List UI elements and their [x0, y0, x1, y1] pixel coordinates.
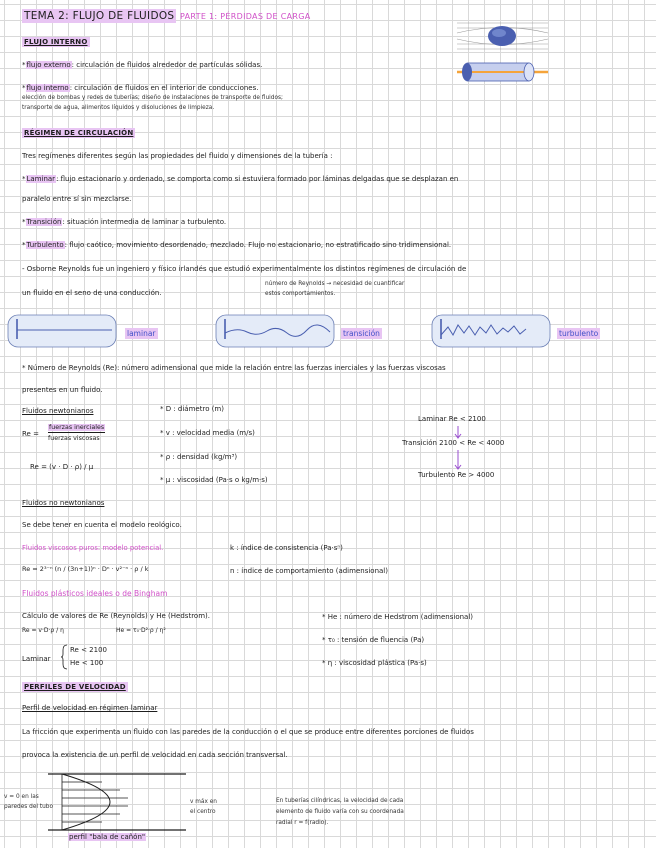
ejemplos-line1: elección de bombas y redes de tuberías; diseño de instalaciones de transporte de fluidos; — [22, 95, 283, 101]
reynolds-def-line2: presentes en un fluido. — [22, 386, 103, 394]
turbulento-line: *Turbulento: flujo caótico, movimiento desordenado, mezclado. Flujo no estacionario, no estratificado sino tridimensional. — [22, 241, 452, 249]
newtonianos-heading: Fluidos newtonianos — [22, 407, 94, 415]
fraction-denominator: fuerzas viscosas — [48, 435, 100, 442]
tube-transicion-drawing — [212, 313, 337, 353]
laminar-line2: paralelo entre sí sin mezclarse. — [22, 195, 132, 203]
perfiles-heading: PERFILES DE VELOCIDAD — [24, 683, 126, 691]
potencial-formula: Re = 2³⁻ⁿ (n / (3n+1))ⁿ · Dⁿ · v²⁻ⁿ · ρ / k — [22, 565, 149, 573]
bingham-re-formula: Re = v·D·ρ / η — [22, 627, 64, 634]
regimen-heading: RÉGIMEN DE CIRCULACIÓN — [24, 129, 134, 137]
left-note2: paredes del tubo — [4, 804, 54, 810]
ejemplos-line2: transporte de agua, alimentos líquidos y disoluciones de limpieza. — [22, 105, 215, 111]
tuberia-note3: radial r = f(radio). — [276, 820, 329, 826]
bingham-calc: Cálculo de valores de Re (Reynolds) y He (Hedstrom). — [22, 612, 210, 620]
bala-label: perfil "bala de cañón" — [69, 833, 146, 841]
pseudoplasticos-heading: Fluidos viscosos puros: modelo potencial. — [22, 544, 164, 552]
range-transicion: Transición 2100 < Re < 4000 — [402, 439, 505, 447]
tube-turbulento-drawing — [428, 313, 553, 353]
bingham-he-formula: He = τ₀·D²·ρ / η² — [116, 627, 166, 634]
transicion-line: *Transición: situación intermedia de laminar a turbulento. — [22, 218, 227, 226]
page-title — [22, 11, 311, 22]
velocity-profile-drawing — [48, 772, 188, 834]
range-turbulento: Turbulento Re > 4000 — [418, 471, 495, 479]
range-laminar: Laminar Re < 2100 — [418, 415, 486, 423]
reynolds-note2: estos comportamientos. — [265, 291, 336, 297]
bingham-re-cond: Re < 2100 — [70, 646, 107, 654]
reynolds-note1: número de Reynolds → necesidad de cuantificar — [265, 281, 405, 287]
he-definition: * He : número de Hedstrom (adimensional) — [322, 613, 474, 621]
left-note1: v = 0 en las — [4, 794, 39, 800]
flujo-externo-line: *flujo externo: circulación de fluidos alrededor de partículas sólidas. — [22, 61, 263, 69]
tube-laminar-label: laminar — [127, 329, 156, 338]
tube-transicion-label: transición — [343, 329, 380, 338]
k-definition: k : índice de consistencia (Pa·sⁿ) — [230, 544, 343, 552]
title-subtitle: PARTE 1: PÉRDIDAS DE CARGA — [180, 12, 311, 21]
no-newtonianos-intro: Se debe tener en cuenta el modelo reológico. — [22, 521, 182, 529]
friction-line1: La fricción que experimenta un fluido con las paredes de la conducción o el que se produce entre diferentes porciones de fluidos — [22, 728, 474, 736]
tuberia-note2: elemento de fluido varía con su coordenada — [276, 809, 404, 815]
var-velocidad: * v : velocidad media (m/s) — [160, 429, 255, 437]
perfil-laminar-sub: Perfil de velocidad en régimen laminar — [22, 704, 158, 712]
laminar-line1: *Laminar: flujo estacionario y ordenado, se comporta como si estuviera formado por láminas delgadas que se desplazan en — [22, 175, 459, 183]
fraction-numerator: fuerzas inerciales — [48, 425, 105, 433]
var-densidad: * ρ : densidad (kg/m³) — [160, 453, 238, 461]
osborne-line1: - Osborne Reynolds fue un ingeniero y físico irlandés que estudió experimentalmente los distintos regímenes de circulación de — [22, 265, 467, 273]
bingham-he-cond: He < 100 — [70, 659, 104, 667]
bingham-heading: Fluidos plásticos ideales o de Bingham — [22, 589, 168, 598]
tube-laminar-drawing — [4, 313, 119, 353]
re-formula: Re = (v · D · ρ) / μ — [30, 463, 94, 471]
re-prefix: Re = — [22, 430, 39, 438]
brace-shape — [60, 644, 68, 670]
range-arrows — [452, 424, 464, 476]
osborne-line2: un fluido en el seno de una conducción. — [22, 289, 162, 297]
tau-definition: * τ₀ : tensión de fluencia (Pa) — [322, 636, 425, 644]
bingham-laminar-label: Laminar — [22, 655, 51, 663]
friction-line2: provoca la existencia de un perfil de velocidad en cada sección transversal. — [22, 751, 288, 759]
tube-turbulento-label: turbulento — [559, 329, 599, 338]
eta-definition: * η : viscosidad plástica (Pa·s) — [322, 659, 427, 667]
flujo-interno-line: *flujo interno: circulación de fluidos en el interior de conducciones. — [22, 84, 259, 92]
right-note1: v máx en — [190, 799, 217, 805]
flujo-interno-heading: FLUJO INTERNO — [24, 38, 88, 46]
var-viscosidad: * μ : viscosidad (Pa·s o kg/m·s) — [160, 476, 268, 484]
reynolds-def-line1: * Número de Reynolds (Re): número adimensional que mide la relación entre las fuerzas inerciales y las fuerzas viscosas — [22, 364, 446, 372]
n-definition: n : índice de comportamiento (adimensional) — [230, 567, 388, 575]
var-diametro: * D : diámetro (m) — [160, 405, 224, 413]
title-main: TEMA 2: FLUJO DE FLUIDOS — [24, 10, 175, 22]
no-newtonianos-heading: Fluidos no newtonianos — [22, 499, 105, 507]
tuberia-note1: En tuberías cilíndricas, la velocidad de cada — [276, 798, 404, 804]
right-note2: el centro — [190, 809, 216, 815]
regimen-intro: Tres regímenes diferentes según las propiedades del fluido y dimensiones de la tubería : — [22, 152, 333, 160]
flow-illustration — [455, 14, 550, 94]
